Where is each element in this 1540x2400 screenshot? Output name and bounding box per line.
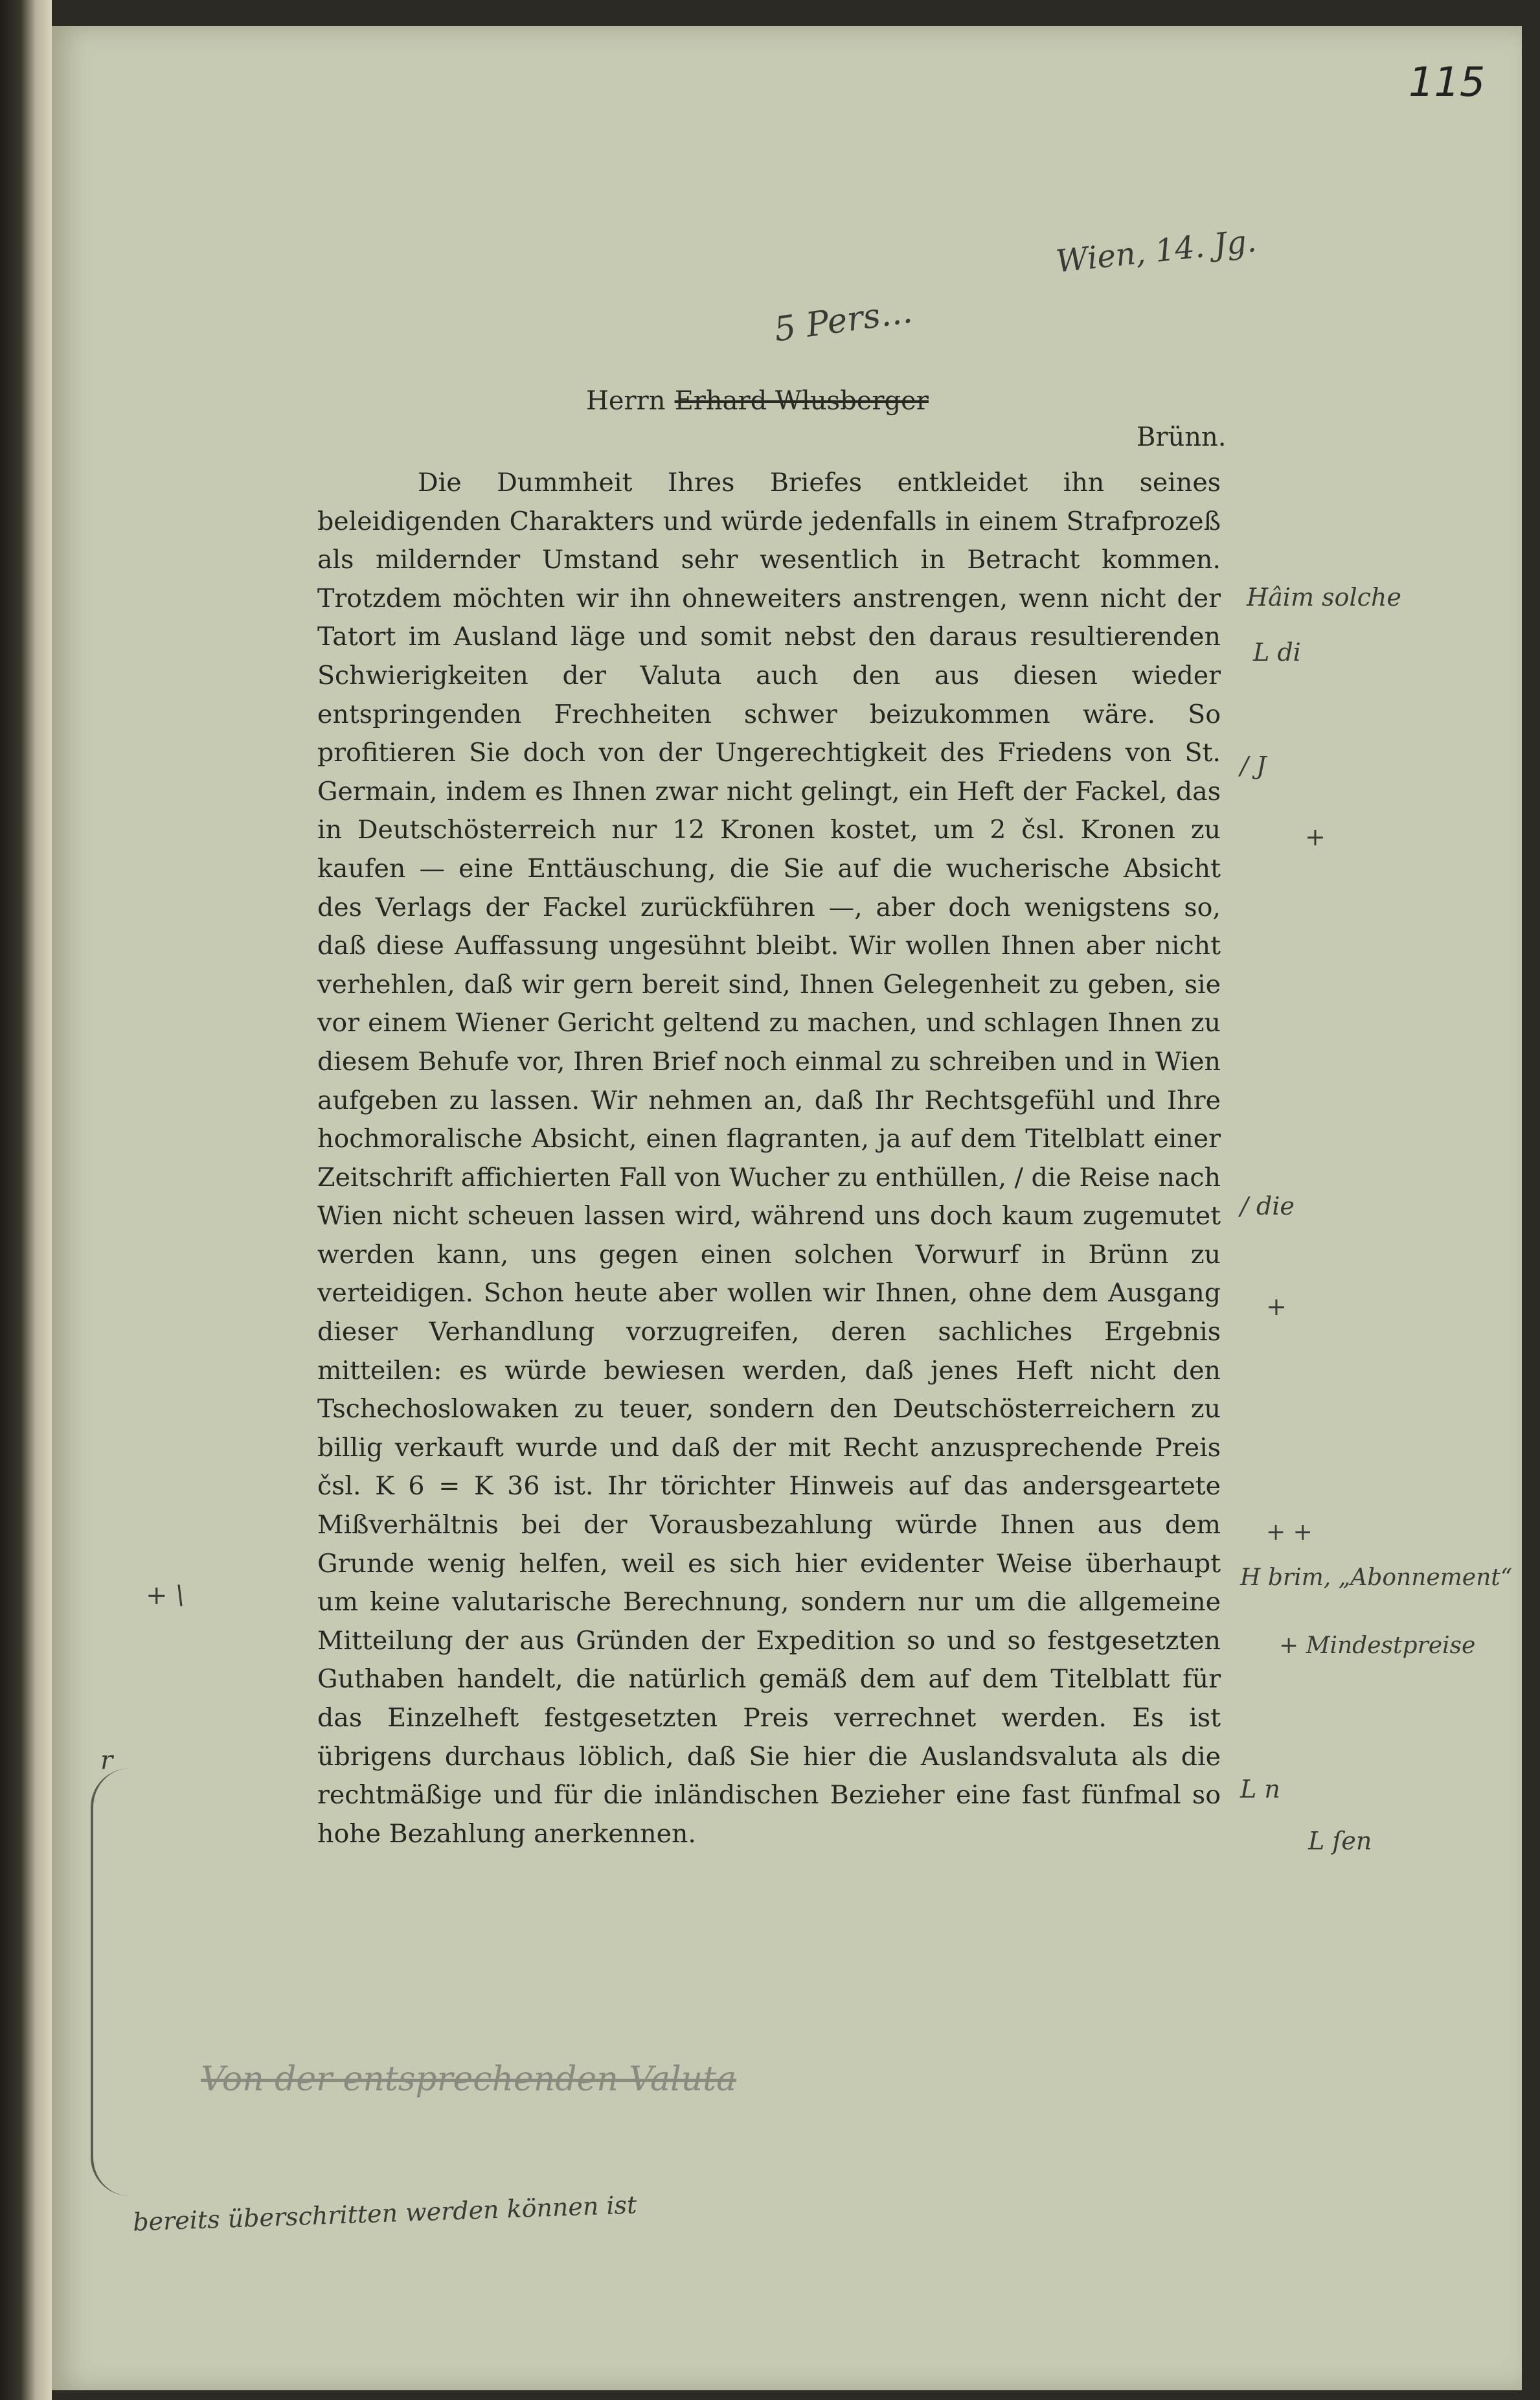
book-binding bbox=[0, 0, 52, 2400]
salutation: Herrn bbox=[586, 386, 666, 416]
recipient-city: Brünn. bbox=[1137, 422, 1227, 452]
struck-recipient-name: Erhard Wlusberger bbox=[674, 386, 929, 416]
margin-note: L di bbox=[1253, 638, 1301, 667]
struck-handwritten-line: Von der entsprechenden Valuta bbox=[201, 2060, 737, 2099]
margin-note: + bbox=[1305, 823, 1326, 851]
margin-bracket bbox=[91, 1768, 132, 2196]
margin-note: + bbox=[1266, 1292, 1287, 1321]
handwritten-addressee-note: 5 Pers... bbox=[771, 291, 915, 350]
margin-note: L n bbox=[1240, 1775, 1280, 1803]
bottom-handwritten-note: bereits überschritten werden können ist bbox=[132, 2190, 637, 2237]
margin-note: + \ bbox=[146, 1581, 185, 1610]
margin-note: + Mindestpreise bbox=[1279, 1632, 1476, 1659]
margin-note: r bbox=[100, 1746, 113, 1776]
recipient-line bbox=[586, 386, 929, 416]
page-number: 115 bbox=[1409, 58, 1486, 106]
margin-note: H brim, „Abonnement“ bbox=[1240, 1564, 1513, 1591]
handwritten-date-note: Wien, 14. Jg. bbox=[1054, 222, 1258, 280]
letter-body: Die Dummheit Ihres Briefes entkleidet ihn seines beleidigenden Charakters und würde jedenfalls in einem Strafprozeß als mildernder Umstand sehr wesentlich in Betracht kommen. Trotzdem möchten wir ihn ohneweiters anstrengen, wenn nicht der Tatort im Ausland läge und somit nebst den daraus resultierenden Schwierigkeiten der Valuta auch den aus diesen wieder entspringenden Frechheiten schwer beizukommen wäre. So profitieren Sie doch von der Ungerechtigkeit des Friedens von St. Germain, indem es Ihnen zwar nicht gelingt, ein Heft der Fackel, das in Deutschösterreich nur 12 Kronen kostet, um 2 čsl. Kronen zu kaufen — eine Enttäuschung, die Sie auf die wucherische Absicht des Verlags der Fackel zurückführen —, aber doch wenigstens so, daß diese Auffassung ungesühnt bleibt. Wir wollen Ihnen aber nicht verhehlen, daß wir gern bereit sind, Ihnen Gelegenheit zu geben, sie vor einem Wiener Gericht geltend zu machen, und schlagen Ihnen zu diesem Behufe vor, Ihren Brief noch einmal zu schreiben und in Wien aufgeben zu lassen. Wir nehmen an, daß Ihr Rechtsgefühl und Ihre hochmoralische Absicht, einen flagranten, ja auf dem Titelblatt einer Zeitschrift affichierten Fall von Wucher zu enthüllen, / die Reise nach Wien nicht scheuen lassen wird, während uns doch kaum zugemutet werden kann, uns gegen einen solchen Vorwurf in Brünn zu verteidigen. Schon heute aber wollen wir Ihnen, ohne dem Ausgang dieser Verhandlung vorzugreifen, deren sachliches Ergebnis mitteilen: es würde bewiesen werden, daß jenes Heft nicht den Tschechoslowaken zu teuer, sondern den Deutschösterreichern zu billig verkauft wurde und daß der mit Recht anzusprechende Preis čsl. K 6 = K 36 ist. Ihr törichter Hinweis auf das andersgeartete Mißverhältnis bei der Vorausbezahlung würde Ihnen aus dem Grunde wenig helfen, weil es sich hier evidenter Weise überhaupt um keine valutarische Berechnung, sondern nur um die allgemeine Mitteilung der aus Gründen der Expedition so und so festgesetzten Guthaben handelt, die natürlich gemäß dem auf dem Titelblatt für das Einzelheft festgesetzten Preis verrechnet werden. Es ist übrigens durchaus löblich, daß Sie hier die Auslandsvaluta als die rechtmäßige und für die inländischen Bezieher eine fast fünfmal so hohe Bezahlung anerkennen. bbox=[317, 468, 1221, 1849]
margin-note: Hâim solche bbox=[1247, 583, 1401, 611]
margin-note: / die bbox=[1240, 1192, 1295, 1220]
margin-note: / J bbox=[1240, 751, 1267, 780]
margin-note: L ſen bbox=[1308, 1827, 1372, 1855]
margin-note: + + bbox=[1266, 1519, 1313, 1546]
